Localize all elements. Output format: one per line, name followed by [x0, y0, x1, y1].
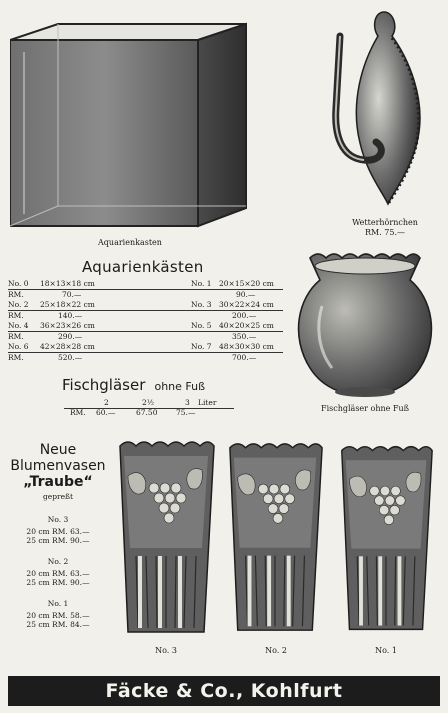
wetterhoernchen-price: RM. 75.—	[364, 228, 406, 237]
aquarium-section-title: Aquarienkästen	[82, 258, 204, 276]
company-name: Fäcke & Co., Kohlfurt	[105, 680, 343, 702]
wetterhoernchen-illustration	[322, 8, 432, 216]
vase-section-info: Neue Blumenvasen „Traube“ gepreßt No. 3 20 cm RM. 63.— 25 cm RM. 90.— No. 2 20 cm RM. 63.— 25 cm RM. 90.— No. 1 20 cm RM. 58.— 25 cm RM. 84.—	[6, 442, 110, 629]
fishbowl-caption: Fischgläser ohne Fuß	[321, 404, 409, 413]
table-row: RM. 70.— 90.—	[8, 290, 256, 299]
vase-model-3: No. 3 20 cm RM. 63.— 25 cm RM. 90.—	[26, 515, 90, 545]
vase-label-no1: No. 1	[375, 646, 397, 655]
table-row: RM. 140.— 200.—	[8, 311, 257, 320]
grape-vase-no2-illustration	[224, 436, 326, 640]
table-row: No. 2 25×18×22 cm No. 3 30×22×24 cm	[8, 300, 283, 311]
grape-vase-no1-illustration	[336, 438, 436, 640]
fishbowl-prices-row: RM. 60.— 67.50 75.—	[70, 408, 196, 417]
aquarium-caption: Aquarienkasten	[98, 238, 162, 247]
fishbowl-section-title: Fischgläser ohne Fuß	[62, 376, 206, 394]
wetterhoernchen-caption: Wetterhörnchen	[352, 218, 418, 227]
table-row: RM. 520.— 700.—	[8, 353, 257, 362]
aquarium-price-table	[8, 279, 283, 363]
table-row: RM. 290.— 350.—	[8, 332, 257, 341]
fishbowl-illustration	[292, 246, 438, 398]
vase-label-no2: No. 2	[265, 646, 287, 655]
company-footer-banner	[8, 676, 440, 706]
vase-label-no3: No. 3	[155, 646, 177, 655]
table-row: No. 0 18×13×18 cm No. 1 20×15×20 cm	[8, 279, 283, 290]
table-row: No. 4 36×23×26 cm No. 5 40×20×25 cm	[8, 321, 283, 332]
fishbowl-sizes-row: 2 2½ 3 Liter	[64, 398, 234, 409]
aquarium-tank-illustration	[10, 18, 250, 238]
vase-model-1: No. 1 20 cm RM. 58.— 25 cm RM. 84.—	[26, 599, 90, 629]
table-row: No. 6 42×28×28 cm No. 7 48×30×30 cm	[8, 342, 283, 353]
grape-vase-no3-illustration	[114, 436, 218, 640]
vase-model-2: No. 2 20 cm RM. 63.— 25 cm RM. 90.—	[26, 557, 90, 587]
